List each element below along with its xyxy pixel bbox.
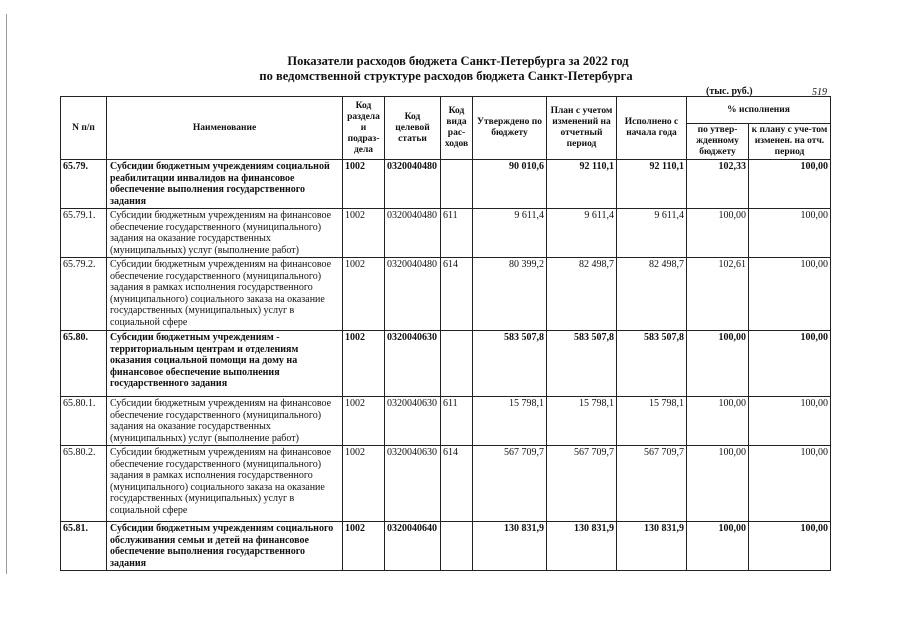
cell-target-code: 0320040480 xyxy=(385,258,441,331)
header-type-code: Код вида рас-ходов xyxy=(441,97,473,160)
cell-executed: 130 831,9 xyxy=(617,522,687,571)
cell-num: 65.79. xyxy=(61,160,107,209)
table-row xyxy=(61,258,831,331)
cell-type-code: 614 xyxy=(441,258,473,331)
cell-pct-plan: 100,00 xyxy=(749,522,831,571)
header-name: Наименование xyxy=(107,97,343,160)
header-target-code: Код целевой статьи xyxy=(385,97,441,160)
cell-num: 65.80.2. xyxy=(61,446,107,522)
cell-pct-plan: 100,00 xyxy=(749,160,831,209)
cell-name: Субсидии бюджетным учреждениям на финансовое обеспечение государственного (муниципального) задания на оказание государственных (муниципальных) услуг (выполнение работ) xyxy=(107,209,343,258)
scan-edge-line xyxy=(6,14,7,574)
cell-num: 65.80. xyxy=(61,331,107,397)
cell-executed: 15 798,1 xyxy=(617,397,687,446)
table-row xyxy=(61,331,831,397)
cell-pct-plan: 100,00 xyxy=(749,446,831,522)
table-row xyxy=(61,209,831,258)
cell-executed: 583 507,8 xyxy=(617,331,687,397)
document-title-line1: Показатели расходов бюджета Санкт-Петербурга за 2022 год xyxy=(287,54,629,68)
cell-executed: 92 110,1 xyxy=(617,160,687,209)
cell-pct-plan: 100,00 xyxy=(749,258,831,331)
budget-table xyxy=(60,96,831,571)
cell-section-code: 1002 xyxy=(343,258,385,331)
cell-type-code: 611 xyxy=(441,397,473,446)
document-title-line2: по ведомственной структуре расходов бюджета Санкт-Петербурга xyxy=(259,69,633,83)
cell-target-code: 0320040640 xyxy=(385,522,441,571)
cell-pct-approved: 100,00 xyxy=(687,397,749,446)
cell-plan: 92 110,1 xyxy=(547,160,617,209)
cell-target-code: 0320040630 xyxy=(385,446,441,522)
cell-pct-approved: 102,33 xyxy=(687,160,749,209)
unit-note: (тыс. руб.) xyxy=(706,86,753,97)
cell-pct-approved: 100,00 xyxy=(687,522,749,571)
cell-pct-approved: 102,61 xyxy=(687,258,749,331)
cell-executed: 82 498,7 xyxy=(617,258,687,331)
header-section-code: Код раздела и подраз-дела xyxy=(343,97,385,160)
cell-approved: 583 507,8 xyxy=(473,331,547,397)
cell-name: Субсидии бюджетным учреждениям - территориальным центрам и отделениям оказания социальной помощи на дому на финансовое обеспечение выполнения государственного задания xyxy=(107,331,343,397)
cell-pct-plan: 100,00 xyxy=(749,209,831,258)
header-pct-approved: по утвер-жденному бюджету xyxy=(687,124,749,160)
cell-approved: 9 611,4 xyxy=(473,209,547,258)
header-num: N п/п xyxy=(61,97,107,160)
cell-num: 65.81. xyxy=(61,522,107,571)
cell-name: Субсидии бюджетным учреждениям на финансовое обеспечение государственного (муниципального) задания в рамках исполнения государственного (муниципального) социального заказа на оказание государственных (муниципальных) услуг в социальной сфере xyxy=(107,446,343,522)
cell-pct-approved: 100,00 xyxy=(687,331,749,397)
cell-target-code: 0320040480 xyxy=(385,209,441,258)
table-row xyxy=(61,397,831,446)
cell-plan: 15 798,1 xyxy=(547,397,617,446)
cell-approved: 567 709,7 xyxy=(473,446,547,522)
cell-pct-plan: 100,00 xyxy=(749,331,831,397)
cell-pct-plan: 100,00 xyxy=(749,397,831,446)
cell-type-code: 611 xyxy=(441,209,473,258)
cell-name: Субсидии бюджетным учреждениям социальной реабилитации инвалидов на финансовое обеспечение выполнения государственного задания xyxy=(107,160,343,209)
page-number: 519 xyxy=(812,87,827,98)
cell-section-code: 1002 xyxy=(343,209,385,258)
cell-section-code: 1002 xyxy=(343,446,385,522)
cell-plan: 130 831,9 xyxy=(547,522,617,571)
header-pct-plan: к плану с уче-том изменен. на отч. период xyxy=(749,124,831,160)
header-approved: Утверждено по бюджету xyxy=(473,97,547,160)
cell-plan: 9 611,4 xyxy=(547,209,617,258)
header-percent-group: % исполнения xyxy=(687,97,831,124)
table-row xyxy=(61,446,831,522)
cell-section-code: 1002 xyxy=(343,522,385,571)
cell-num: 65.79.1. xyxy=(61,209,107,258)
cell-name: Субсидии бюджетным учреждениям на финансовое обеспечение государственного (муниципального) задания на оказание государственных (муниципальных) услуг (выполнение работ) xyxy=(107,397,343,446)
cell-type-code xyxy=(441,522,473,571)
cell-target-code: 0320040630 xyxy=(385,397,441,446)
cell-type-code xyxy=(441,160,473,209)
header-executed: Исполнено с начала года xyxy=(617,97,687,160)
cell-executed: 9 611,4 xyxy=(617,209,687,258)
cell-plan: 567 709,7 xyxy=(547,446,617,522)
cell-plan: 583 507,8 xyxy=(547,331,617,397)
header-plan: План с учетом изменений на отчетный период xyxy=(547,97,617,160)
cell-target-code: 0320040480 xyxy=(385,160,441,209)
table-row xyxy=(61,522,831,571)
cell-target-code: 0320040630 xyxy=(385,331,441,397)
cell-num: 65.80.1. xyxy=(61,397,107,446)
cell-name: Субсидии бюджетным учреждениям социального обслуживания семьи и детей на финансовое обеспечение выполнения государственного задания xyxy=(107,522,343,571)
cell-name: Субсидии бюджетным учреждениям на финансовое обеспечение государственного (муниципального) задания в рамках исполнения государственного (муниципального) социального заказа на оказание государственных (муниципальных) услуг в социальной сфере xyxy=(107,258,343,331)
cell-section-code: 1002 xyxy=(343,160,385,209)
cell-pct-approved: 100,00 xyxy=(687,209,749,258)
cell-num: 65.79.2. xyxy=(61,258,107,331)
table-body xyxy=(61,160,831,571)
cell-section-code: 1002 xyxy=(343,331,385,397)
cell-type-code xyxy=(441,331,473,397)
cell-approved: 15 798,1 xyxy=(473,397,547,446)
cell-approved: 90 010,6 xyxy=(473,160,547,209)
cell-type-code: 614 xyxy=(441,446,473,522)
table-row xyxy=(61,160,831,209)
cell-pct-approved: 100,00 xyxy=(687,446,749,522)
cell-approved: 80 399,2 xyxy=(473,258,547,331)
cell-section-code: 1002 xyxy=(343,397,385,446)
cell-plan: 82 498,7 xyxy=(547,258,617,331)
cell-approved: 130 831,9 xyxy=(473,522,547,571)
cell-executed: 567 709,7 xyxy=(617,446,687,522)
